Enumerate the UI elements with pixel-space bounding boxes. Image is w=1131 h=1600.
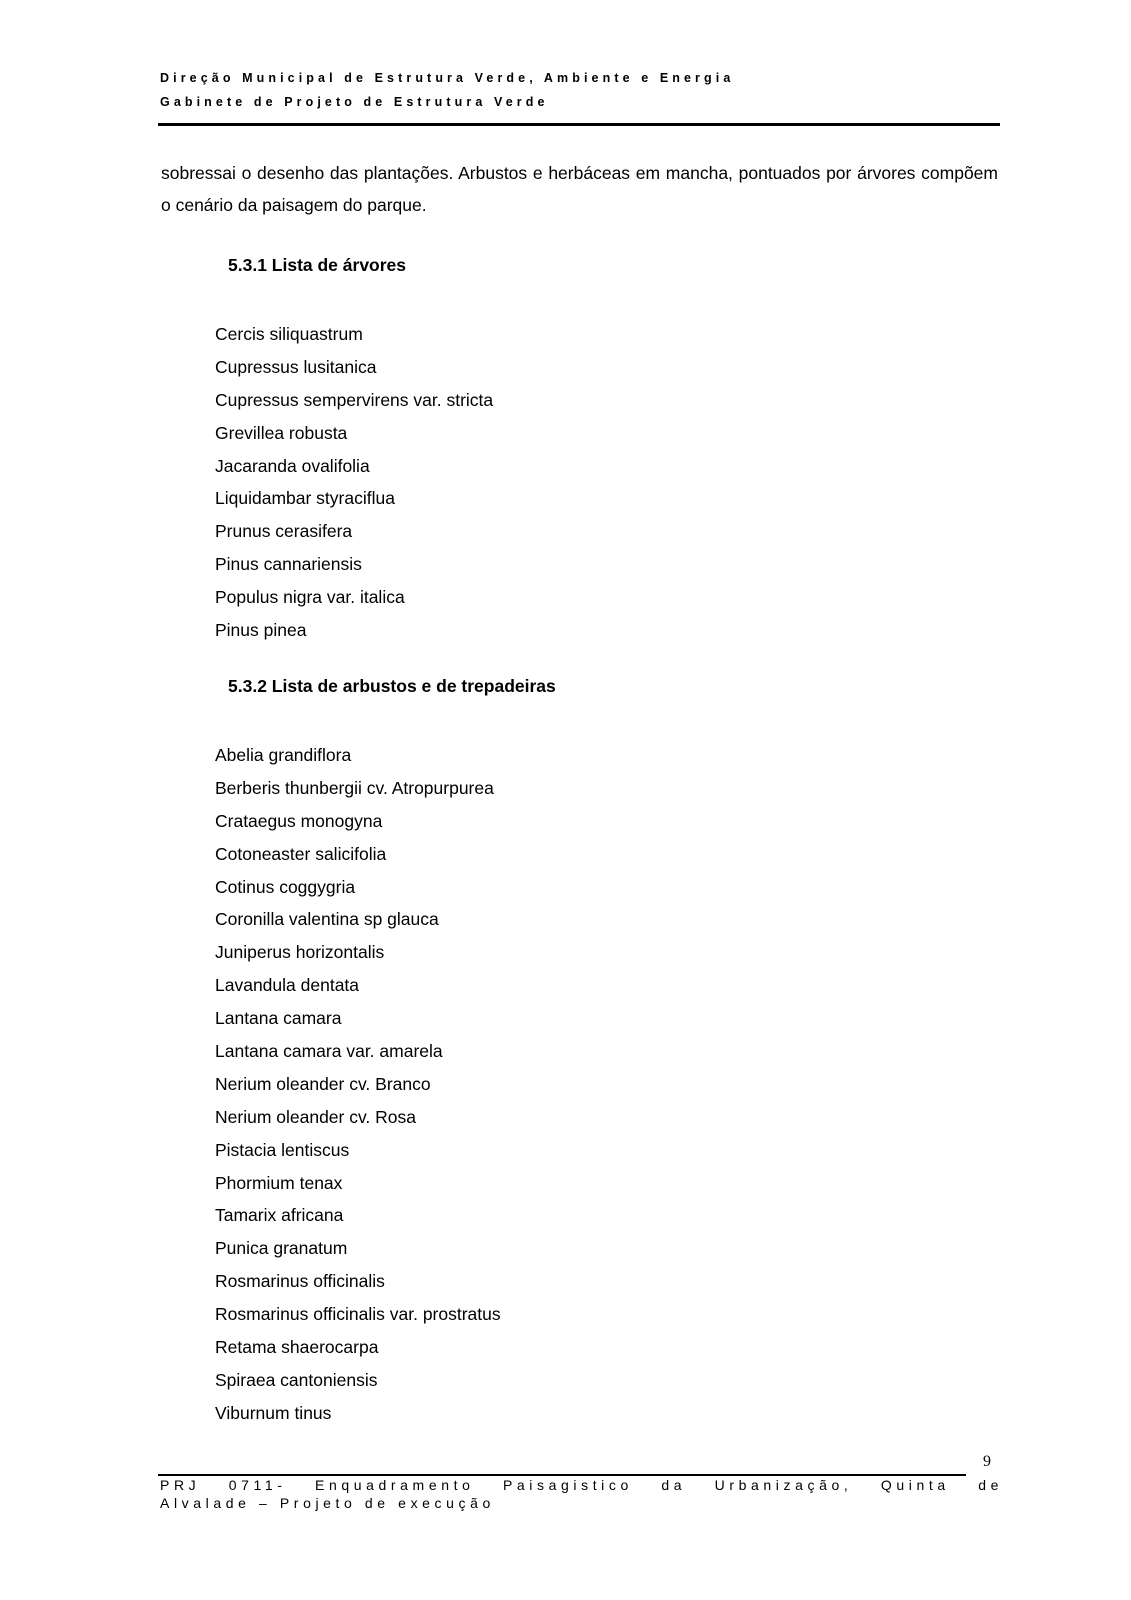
tree-list [215, 318, 493, 647]
header-office: Gabinete de Projeto de Estrutura Verde [160, 95, 549, 109]
tree-list-item: Populus nigra var. italica [215, 587, 405, 608]
header-divider [158, 123, 1000, 126]
tree-list-item: Pinus pinea [215, 620, 307, 641]
shrub-list-item: Phormium tenax [215, 1172, 343, 1193]
shrub-list-item: Juniperus horizontalis [215, 942, 385, 963]
tree-list-item: Cupressus sempervirens var. stricta [215, 389, 494, 410]
intro-paragraph: sobressai o desenho das plantações. Arbustos e herbáceas em mancha, pontuados por árvores compõem o cenário da paisagem do parque. [161, 163, 998, 215]
shrub-list-item: Viburnum tinus [215, 1402, 332, 1423]
header-directorate: Direção Municipal de Estrutura Verde, Ambiente e Energia [160, 71, 735, 85]
tree-list-item: Grevillea robusta [215, 422, 348, 443]
shrub-list-item: Lantana camara var. amarela [215, 1041, 443, 1062]
shrub-list-item: Crataegus monogyna [215, 810, 383, 831]
tree-list-item: Jacaranda ovalifolia [215, 455, 370, 476]
tree-list-item: Cupressus lusitanica [215, 356, 377, 377]
page-number: 9 [983, 1453, 991, 1470]
shrub-list-item: Retama shaerocarpa [215, 1337, 379, 1358]
tree-list-item: Pinus cannariensis [215, 554, 362, 575]
shrub-list-item: Punica granatum [215, 1238, 348, 1259]
shrub-list-item: Pistacia lentiscus [215, 1139, 350, 1160]
shrub-list-item: Nerium oleander cv. Rosa [215, 1106, 417, 1127]
shrub-list-item: Lavandula dentata [215, 975, 360, 996]
page-header [160, 66, 998, 114]
shrub-list-item: Rosmarinus officinalis [215, 1271, 385, 1292]
tree-list-item: Prunus cerasifera [215, 521, 353, 542]
shrub-list-item: Abelia grandiflora [215, 745, 352, 765]
footer-project-line-2: Alvalade – Projeto de execução [160, 1495, 495, 1511]
shrub-list-item: Cotoneaster salicifolia [215, 843, 387, 864]
tree-list-item: Liquidambar styraciflua [215, 488, 395, 509]
tree-list-item: Cercis siliquastrum [215, 324, 363, 344]
shrub-list [215, 739, 501, 1430]
shrub-list-item: Cotinus coggygria [215, 876, 356, 897]
shrub-list-item: Rosmarinus officinalis var. prostratus [215, 1304, 501, 1325]
shrub-list-item: Coronilla valentina sp glauca [215, 909, 439, 930]
shrub-list-item: Nerium oleander cv. Branco [215, 1073, 431, 1094]
section-heading-trees: 5.3.1 Lista de árvores [228, 255, 407, 275]
section-heading-shrubs: 5.3.2 Lista de arbustos e de trepadeiras [228, 676, 556, 696]
shrub-list-item: Spiraea cantoniensis [215, 1369, 378, 1390]
page-footer [160, 1476, 1005, 1512]
shrub-list-item: Berberis thunbergii cv. Atropurpurea [215, 777, 494, 798]
footer-project-line: PRJ 0711- Enquadramento Paisagistico da Urbanização, Quinta de [160, 1477, 1003, 1493]
shrub-list-item: Lantana camara [215, 1008, 342, 1029]
shrub-list-item: Tamarix africana [215, 1205, 344, 1226]
